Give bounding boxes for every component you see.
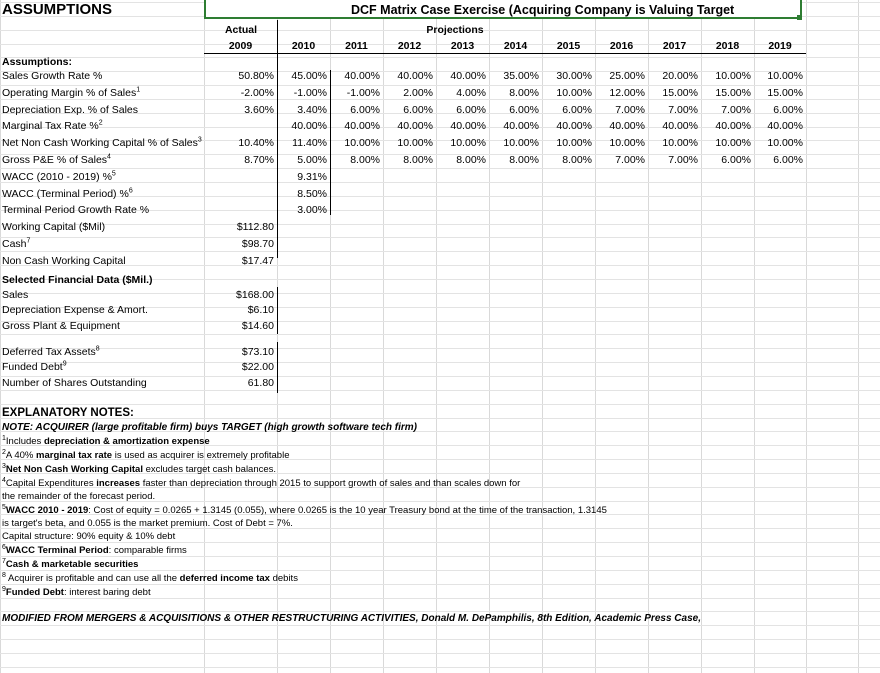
assumption-label: Working Capital ($Mil) [2, 221, 106, 234]
year-header-2018: 2018 [715, 40, 740, 52]
source-footer: MODIFIED FROM MERGERS & ACQUISITIONS & OTHER RESTRUCTURING ACTIVITIES, Donald M. DePamphilis, 8th Edition, Academic Press Case, [2, 613, 701, 624]
assumption-label: Sales Growth Rate % [2, 70, 103, 82]
financial-value: $168.00 [236, 289, 274, 301]
assumption-cell: 4.00% [456, 86, 486, 99]
assumption-label: Cash$^7$ [2, 237, 31, 250]
assumption-cell: 6.00% [350, 103, 380, 116]
assumption-cell: 35.00% [503, 70, 539, 82]
assumption-cell: 2.00% [403, 86, 433, 99]
notes-heading: EXPLANATORY NOTES: [2, 407, 134, 419]
assumption-cell: 40.00% [715, 120, 751, 133]
assumption-cell: 10.00% [609, 137, 645, 150]
assumption-cell: 6.00% [773, 103, 803, 116]
assumption-cell: 50.80% [238, 70, 274, 82]
assumption-cell: -1.00% [346, 86, 380, 99]
footnote-marker: 8 [95, 345, 100, 353]
assumption-cell: 5.00% [297, 154, 327, 166]
assumption-cell: 40.00% [662, 120, 698, 133]
assumption-cell: $98.70 [241, 238, 274, 250]
projections-label: Projections [426, 24, 484, 36]
assumption-cell: 7.00% [668, 103, 698, 116]
assumption-cell: 8.00% [350, 154, 380, 166]
assumption-cell: 10.00% [715, 137, 751, 150]
note-5-cont: is target's beta, and 0.055 is the market premium. Cost of Debt = 7%. [2, 518, 293, 529]
assumption-cell: 40.00% [450, 70, 486, 82]
footnote-marker: 4 [107, 153, 111, 161]
assumption-cell: 6.00% [456, 103, 486, 116]
notes-intro: NOTE: ACQUIRER (large profitable firm) buys TARGET (high growth software tech firm) [2, 422, 418, 433]
assumption-cell: 10.00% [450, 137, 486, 150]
assumption-cell: 10.00% [767, 137, 803, 150]
assumption-cell: 10.00% [556, 86, 592, 99]
assumption-cell: 8.00% [562, 154, 592, 166]
assumption-cell: 30.00% [556, 70, 592, 82]
footnote-marker: 2 [98, 119, 103, 127]
assumption-cell: 25.00% [609, 70, 645, 82]
year-header-2010: 2010 [291, 40, 316, 52]
assumption-cell: $112.80 [236, 221, 274, 234]
assumption-cell: 40.00% [767, 120, 803, 133]
year-header-2009: 2009 [228, 40, 253, 52]
assumption-cell: 15.00% [662, 86, 698, 99]
assumption-cell: 10.00% [397, 137, 433, 150]
assumption-cell: 20.00% [662, 70, 698, 82]
sheet-title: ASSUMPTIONS [2, 1, 113, 18]
assumption-cell: -1.00% [293, 86, 327, 99]
financial-heading: Selected Financial Data ($Mil.) [2, 274, 153, 286]
assumption-cell: 12.00% [609, 86, 645, 99]
assumption-cell: 8.70% [244, 154, 274, 166]
assumption-cell: 7.00% [615, 103, 645, 116]
assumption-cell: 3.60% [244, 103, 274, 116]
assumption-cell: 10.00% [662, 137, 698, 150]
assumption-cell: 10.00% [556, 137, 592, 150]
assumption-cell: 40.00% [450, 120, 486, 133]
financial-value: $22.00 [241, 361, 274, 374]
footnote-marker: 5 [111, 170, 116, 178]
assumption-label: Operating Margin % of Sales$^1$ [2, 86, 141, 99]
assumption-label: WACC (2010 - 2019) %$^5$ [2, 170, 116, 183]
financial-label: Depreciation Expense & Amort. [2, 304, 148, 317]
assumption-cell: $17.47 [241, 254, 274, 267]
assumption-cell: 40.00% [609, 120, 645, 133]
assumption-cell: -2.00% [240, 86, 274, 99]
assumption-cell: 10.00% [715, 70, 751, 82]
assumption-cell: 10.00% [503, 137, 539, 150]
assumption-cell: 3.40% [297, 103, 327, 116]
footnote-marker: 9 [62, 360, 67, 368]
financial-value: $73.10 [241, 346, 274, 358]
year-header-2019: 2019 [768, 40, 792, 52]
assumption-cell: 6.00% [773, 154, 803, 166]
assumption-cell: 40.00% [291, 120, 327, 133]
assumption-cell: 6.00% [562, 103, 592, 116]
financial-label: Funded Debt$^9$ [2, 360, 67, 374]
note-4: $^4$Capital Expenditures increases faster than depreciation through 2015 to support growth of sales and than scales down for [2, 476, 521, 489]
assumption-cell: 9.31% [297, 170, 327, 183]
selection-handle[interactable] [797, 15, 802, 20]
financial-label: Deferred Tax Assets$^8$ [2, 345, 100, 358]
assumption-cell: 11.40% [292, 137, 327, 150]
assumption-label: Depreciation Exp. % of Sales [2, 103, 138, 116]
year-header-2013: 2013 [450, 40, 475, 52]
main-title: DCF Matrix Case Exercise (Acquiring Company is Valuing Target [351, 3, 735, 17]
assumption-cell: 40.00% [397, 120, 433, 133]
note-9: $^9$Funded Debt: interest baring debt [2, 585, 151, 598]
assumption-cell: 10.00% [344, 137, 380, 150]
assumption-label: Gross P&E % of Sales$^4$ [2, 153, 111, 166]
financial-value: 61.80 [247, 376, 274, 389]
assumption-cell: 7.00% [615, 154, 645, 166]
footnote-marker: 7 [26, 237, 31, 245]
year-header-2011: 2011 [345, 40, 368, 52]
assumption-label: Non Cash Working Capital [2, 254, 126, 267]
financial-label: Number of Shares Outstanding [2, 376, 147, 389]
footnote-marker: 3 [197, 136, 202, 144]
assumption-cell: 3.00% [297, 204, 327, 217]
assumption-cell: 40.00% [397, 70, 433, 82]
assumption-cell: 10.40% [238, 137, 274, 150]
assumption-cell: 15.00% [767, 86, 803, 99]
footnote-marker: 1 [136, 86, 141, 94]
assumption-cell: 45.00% [291, 70, 327, 82]
assumption-cell: 8.00% [456, 154, 486, 166]
assumption-cell: 40.00% [344, 70, 380, 82]
year-header-2016: 2016 [609, 40, 634, 52]
assumption-cell: 8.00% [403, 154, 433, 166]
note-5: $^5$WACC 2010 - 2019: Cost of equity = 0.0265 + 1.3145 (0.055), where 0.0265 is the 10 year Treasury bond at the time of the transaction, 1.3145 [2, 503, 607, 516]
assumption-cell: 7.00% [721, 103, 751, 116]
assumption-cell: 40.00% [556, 120, 592, 133]
assumption-label: WACC (Terminal Period) %$^6$ [2, 187, 133, 200]
financial-value: $6.10 [247, 304, 274, 317]
assumption-cell: 8.00% [509, 86, 539, 99]
note-2: $^2$A 40% marginal tax rate is used as acquirer is extremely profitable [2, 448, 290, 461]
assumption-cell: 6.00% [403, 103, 433, 116]
assumption-cell: 40.00% [503, 120, 539, 133]
year-header-2017: 2017 [662, 40, 687, 52]
note-4-cont: the remainder of the forecast period. [2, 491, 156, 502]
note-8: $^8$ Acquirer is profitable and can use all the deferred income tax debits [2, 571, 298, 584]
note-6: $^6$WACC Terminal Period: comparable firms [2, 543, 187, 556]
assumption-cell: 6.00% [509, 103, 539, 116]
assumption-cell: 40.00% [344, 120, 380, 133]
actual-label: Actual [224, 24, 258, 36]
assumption-cell: 10.00% [767, 70, 803, 82]
assumption-cell: 15.00% [715, 86, 751, 99]
note-5-cont2: Capital structure: 90% equity & 10% debt [2, 531, 176, 542]
year-header-2012: 2012 [397, 40, 422, 52]
assumption-cell: 7.00% [668, 154, 698, 166]
financial-label: Gross Plant & Equipment [2, 319, 120, 332]
year-header-2015: 2015 [556, 40, 581, 52]
assumption-label: Marginal Tax Rate %$^2$ [2, 119, 103, 133]
year-header-2014: 2014 [503, 40, 528, 52]
note-7: $^7$Cash & marketable securities [2, 557, 139, 570]
financial-label: Sales [2, 289, 29, 301]
assumptions-heading: Assumptions: [2, 56, 73, 68]
assumption-cell: 8.00% [509, 154, 539, 166]
assumption-label: Terminal Period Growth Rate % [2, 204, 150, 217]
footnote-marker: 6 [128, 187, 133, 195]
assumption-label: Net Non Cash Working Capital % of Sales$^3$ [2, 136, 202, 150]
assumption-cell: 8.50% [297, 187, 327, 200]
note-1: $^1$Includes depreciation & amortization expense [2, 434, 210, 447]
financial-value: $14.60 [241, 319, 274, 332]
assumption-cell: 6.00% [721, 154, 751, 166]
note-3: $^3$Net Non Cash Working Capital excludes target cash balances. [2, 462, 277, 475]
